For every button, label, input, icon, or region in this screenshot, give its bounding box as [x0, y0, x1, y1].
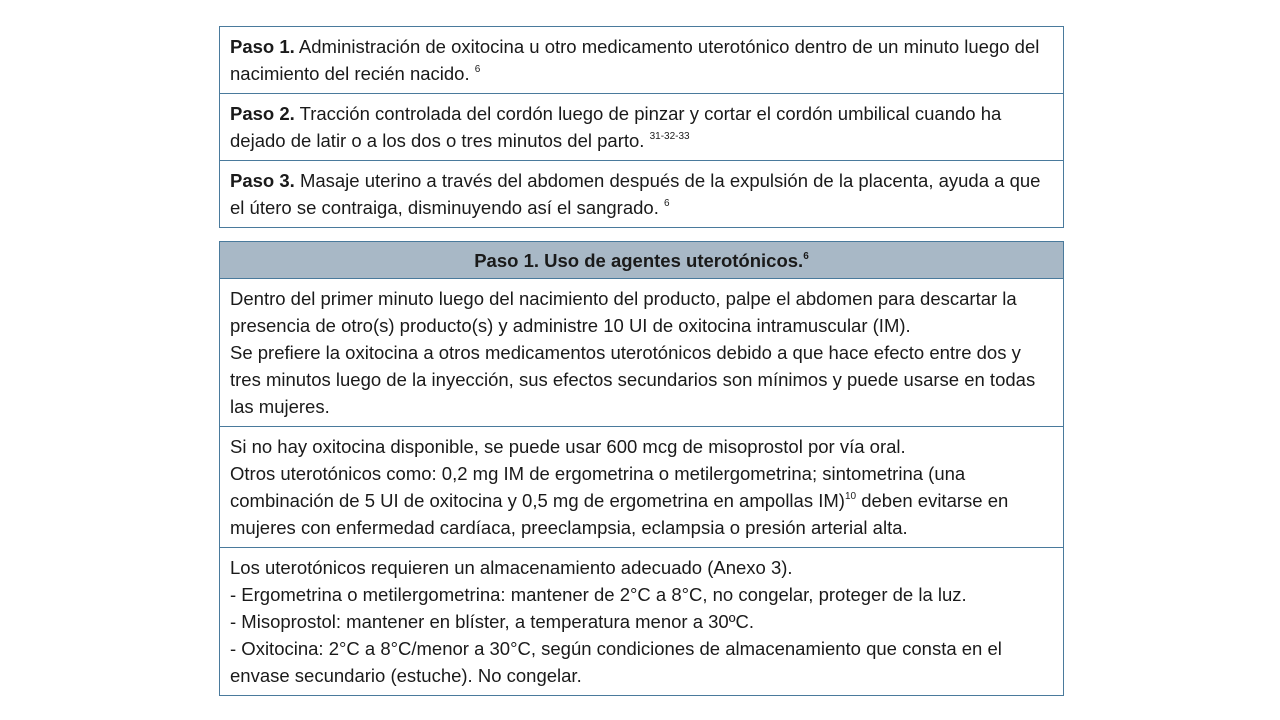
reference: 31-32-33 [649, 131, 690, 142]
step-1-row [220, 27, 1063, 93]
step-3-row [220, 160, 1063, 227]
paragraph [230, 460, 1053, 541]
storage-cell [220, 547, 1063, 695]
uterotonic-detail-table [219, 241, 1064, 696]
step-text: Masaje uterino a través del abdomen después de la expulsión de la placenta, ayuda a que el útero se contraiga, disminuyendo así el sangrado. [230, 170, 1041, 218]
step-2-row [220, 93, 1063, 160]
paragraph-text: Otros uterotónicos como: 0,2 mg IM de ergometrina o metilergometrina; sintometrina (una combinación de 5 UI de oxitocina y 0,5 mg de ergometrina en ampollas IM) [230, 463, 966, 511]
storage-intro: Los uterotónicos requieren un almacenamiento adecuado (Anexo 3). [230, 557, 793, 578]
reference: 10 [844, 491, 857, 502]
storage-item: - Ergometrina o metilergometrina: mantener de 2°C a 8°C, no congelar, proteger de la luz. [230, 584, 967, 605]
header-title: Paso 1. Uso de agentes uterotónicos. [474, 250, 804, 271]
storage-item: - Misoprostol: mantener en blíster, a temperatura menor a 30ºC. [230, 611, 754, 632]
step-text: Tracción controlada del cordón luego de pinzar y cortar el cordón umbilical cuando ha dejado de latir o a los dos o tres minutos del parto. [230, 103, 1002, 151]
paragraph: Si no hay oxitocina disponible, se puede usar 600 mcg de misoprostol por vía oral. [230, 436, 906, 457]
step-label: Paso 1. [230, 36, 295, 57]
reference: 6 [803, 251, 809, 262]
step-label: Paso 3. [230, 170, 295, 191]
steps-summary-table [219, 26, 1064, 228]
reference: 6 [663, 198, 670, 209]
step-text: Administración de oxitocina u otro medicamento uterotónico dentro de un minuto luego del nacimiento del recién nacido. [230, 36, 1040, 84]
oxytocin-instructions-cell [220, 278, 1063, 426]
table-header [220, 242, 1063, 278]
storage-item: - Oxitocina: 2°C a 8°C/menor a 30°C, según condiciones de almacenamiento que consta en el envase secundario (estuche). No congelar. [230, 638, 1002, 686]
step-label: Paso 2. [230, 103, 295, 124]
paragraph-text: deben evitarse en mujeres con enfermedad cardíaca, preeclampsia, eclampsia o presión arterial alta. [230, 490, 1009, 538]
reference: 6 [474, 64, 481, 75]
alternatives-cell [220, 426, 1063, 547]
paragraph: Se prefiere la oxitocina a otros medicamentos uterotónicos debido a que hace efecto entre dos y tres minutos luego de la inyección, sus efectos secundarios son mínimos y puede usarse en todas las mujeres. [230, 342, 1036, 417]
paragraph: Dentro del primer minuto luego del nacimiento del producto, palpe el abdomen para descartar la presencia de otro(s) producto(s) y administre 10 UI de oxitocina intramuscular (IM). [230, 288, 1017, 336]
